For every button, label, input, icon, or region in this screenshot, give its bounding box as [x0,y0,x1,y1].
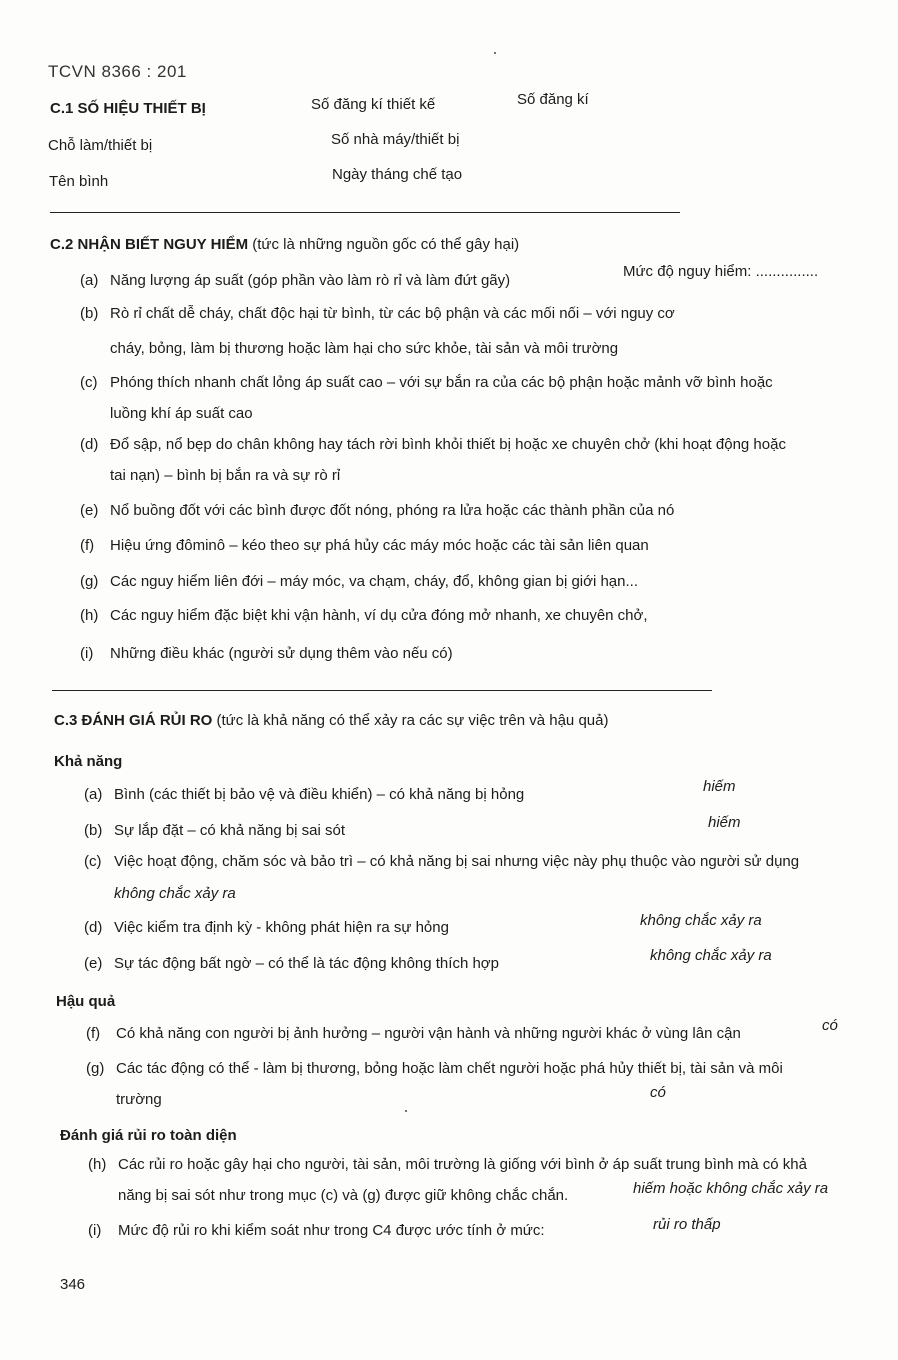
overall-answer-i: rủi ro thấp [653,1216,721,1233]
c1-workplace: Chỗ làm/thiết bị [48,137,153,154]
page-number: 346 [60,1276,86,1293]
c2-item-c [80,374,773,391]
overall-item-h [88,1156,807,1173]
section-divider [52,690,712,691]
consequence-item-g [86,1060,783,1077]
item-text: Bình (các thiết bị bảo vệ và điều khiển) – có khả năng bị hỏng [114,786,525,803]
c2-subtitle: (tức là những nguồn gốc có thể gây hại) [252,236,520,253]
c2-item-c-cont: luồng khí áp suất cao [110,405,253,422]
item-text: Các nguy hiểm liên đới – máy móc, va chạm, cháy, đổ, không gian bị giới hạn... [110,573,638,590]
item-letter: (h) [80,607,99,624]
item-text: Rò rỉ chất dễ cháy, chất độc hại từ bình, từ các bộ phận và các mối nối – với nguy cơ [110,305,675,322]
likelihood-item-a [84,786,524,803]
likelihood-item-d [84,919,449,936]
c2-item-e [80,502,674,519]
item-text: Việc kiểm tra định kỳ - không phát hiện ra sự hỏng [114,919,449,936]
consequence-heading: Hậu quả [56,993,116,1010]
scan-speck [494,52,496,54]
item-letter: (f) [86,1025,101,1042]
item-letter: (c) [84,853,102,870]
item-letter: (i) [80,645,94,662]
item-letter: (e) [80,502,99,519]
likelihood-item-e [84,955,499,972]
c2-item-b [80,305,675,322]
item-text: Có khả năng con người bị ảnh hưởng – người vận hành và những người khác ở vùng lân cận [116,1025,741,1042]
c3-heading [54,712,608,729]
item-text: Những điều khác (người sử dụng thêm vào nếu có) [110,645,453,662]
item-text: Đổ sập, nổ bẹp do chân không hay tách rời bình khỏi thiết bị hoặc xe chuyên chở (khi hoạt động hoặc [110,436,786,453]
c3-subtitle: (tức là khả năng có thể xảy ra các sự việc trên và hậu quả) [216,712,609,729]
consequence-item-f [86,1025,741,1042]
item-letter: (e) [84,955,103,972]
likelihood-answer-d: không chắc xảy ra [640,912,762,929]
item-text: Phóng thích nhanh chất lỏng áp suất cao – với sự bắn ra của các bộ phận hoặc mảnh vỡ bình hoặc [110,374,773,391]
overall-item-i [88,1222,545,1239]
c2-item-d [80,436,786,453]
section-divider [50,212,680,213]
standard-header: TCVN 8366 : 201 [48,62,187,81]
c2-item-f [80,537,649,554]
c2-item-b-cont: cháy, bỏng, làm bị thương hoặc làm hại cho sức khỏe, tài sản và môi trường [110,340,619,357]
likelihood-item-c [84,853,799,870]
overall-answer-h: hiếm hoặc không chắc xảy ra [633,1180,829,1197]
item-text: Việc hoạt động, chăm sóc và bảo trì – có khả năng bị sai nhưng việc này phụ thuộc vào người sử dụng [114,853,800,870]
c1-design-reg: Số đăng kí thiết kế [311,96,436,113]
c1-manufacture-date: Ngày tháng chế tạo [332,166,463,183]
c1-vessel-name: Tên bình [49,173,109,190]
item-letter: (g) [80,573,99,590]
item-letter: (g) [86,1060,105,1077]
c2-item-i [80,645,453,662]
item-text: Mức độ rủi ro khi kiểm soát như trong C4 được ước tính ở mức: [118,1222,545,1239]
item-text: Năng lượng áp suất (góp phần vào làm rò rỉ và làm đứt gãy) [110,272,511,289]
item-letter: (h) [88,1156,107,1173]
likelihood-heading: Khả năng [54,753,123,770]
likelihood-answer-b: hiếm [708,814,741,831]
likelihood-answer-c: không chắc xảy ra [114,885,236,902]
overall-heading: Đánh giá rủi ro toàn diện [60,1127,237,1144]
item-letter: (d) [84,919,103,936]
item-text: Hiệu ứng đôminô – kéo theo sự phá hủy các máy móc hoặc các tài sản liên quan [110,537,649,554]
likelihood-answer-e: không chắc xảy ra [650,947,772,964]
item-letter: (f) [80,537,95,554]
item-letter: (i) [88,1222,102,1239]
item-text: Các tác động có thể - làm bị thương, bỏng hoặc làm chết người hoặc phá hủy thiết bị, tài sản và môi [116,1060,783,1077]
c2-item-a [80,272,510,289]
item-text: Sự lắp đặt – có khả năng bị sai sót [114,822,346,839]
c2-title: C.2 NHẬN BIẾT NGUY HIỂM [50,236,249,253]
item-letter: (a) [80,272,99,289]
consequence-answer-g: có [650,1084,666,1101]
consequence-answer-f: có [822,1017,838,1034]
c1-title: C.1 SỐ HIỆU THIẾT BỊ [50,100,206,117]
item-letter: (c) [80,374,98,391]
item-letter: (b) [80,305,99,322]
likelihood-item-b [84,822,345,839]
scan-speck [405,1110,407,1112]
c2-item-g [80,573,638,590]
c1-factory-no: Số nhà máy/thiết bị [331,131,460,148]
c2-item-h [80,607,648,624]
likelihood-answer-a: hiếm [703,778,736,795]
c2-heading [50,236,519,253]
item-letter: (b) [84,822,103,839]
c1-reg: Số đăng kí [517,91,589,108]
c2-item-d-cont: tai nạn) – bình bị bắn ra và sự rò rỉ [110,467,341,484]
item-letter: (d) [80,436,99,453]
item-text: Các nguy hiểm đặc biệt khi vận hành, ví dụ cửa đóng mở nhanh, xe chuyên chở, [110,607,648,624]
item-text: Các rủi ro hoặc gây hại cho người, tài sản, môi trường là giống với bình ở áp suất trung bình mà có khả [118,1156,807,1173]
item-text: Nổ buồng đốt với các bình được đốt nóng, phóng ra lửa hoặc các thành phần của nó [110,502,675,519]
c2-risk-level: Mức độ nguy hiểm: ............... [623,263,819,280]
item-letter: (a) [84,786,103,803]
consequence-item-g-cont: trường [116,1091,162,1108]
overall-item-h-cont: năng bị sai sót như trong mục (c) và (g) được giữ không chắc chắn. [118,1187,569,1204]
c3-title: C.3 ĐÁNH GIÁ RỦI RO [54,712,213,729]
item-text: Sự tác động bất ngờ – có thể là tác động không thích hợp [114,955,499,972]
